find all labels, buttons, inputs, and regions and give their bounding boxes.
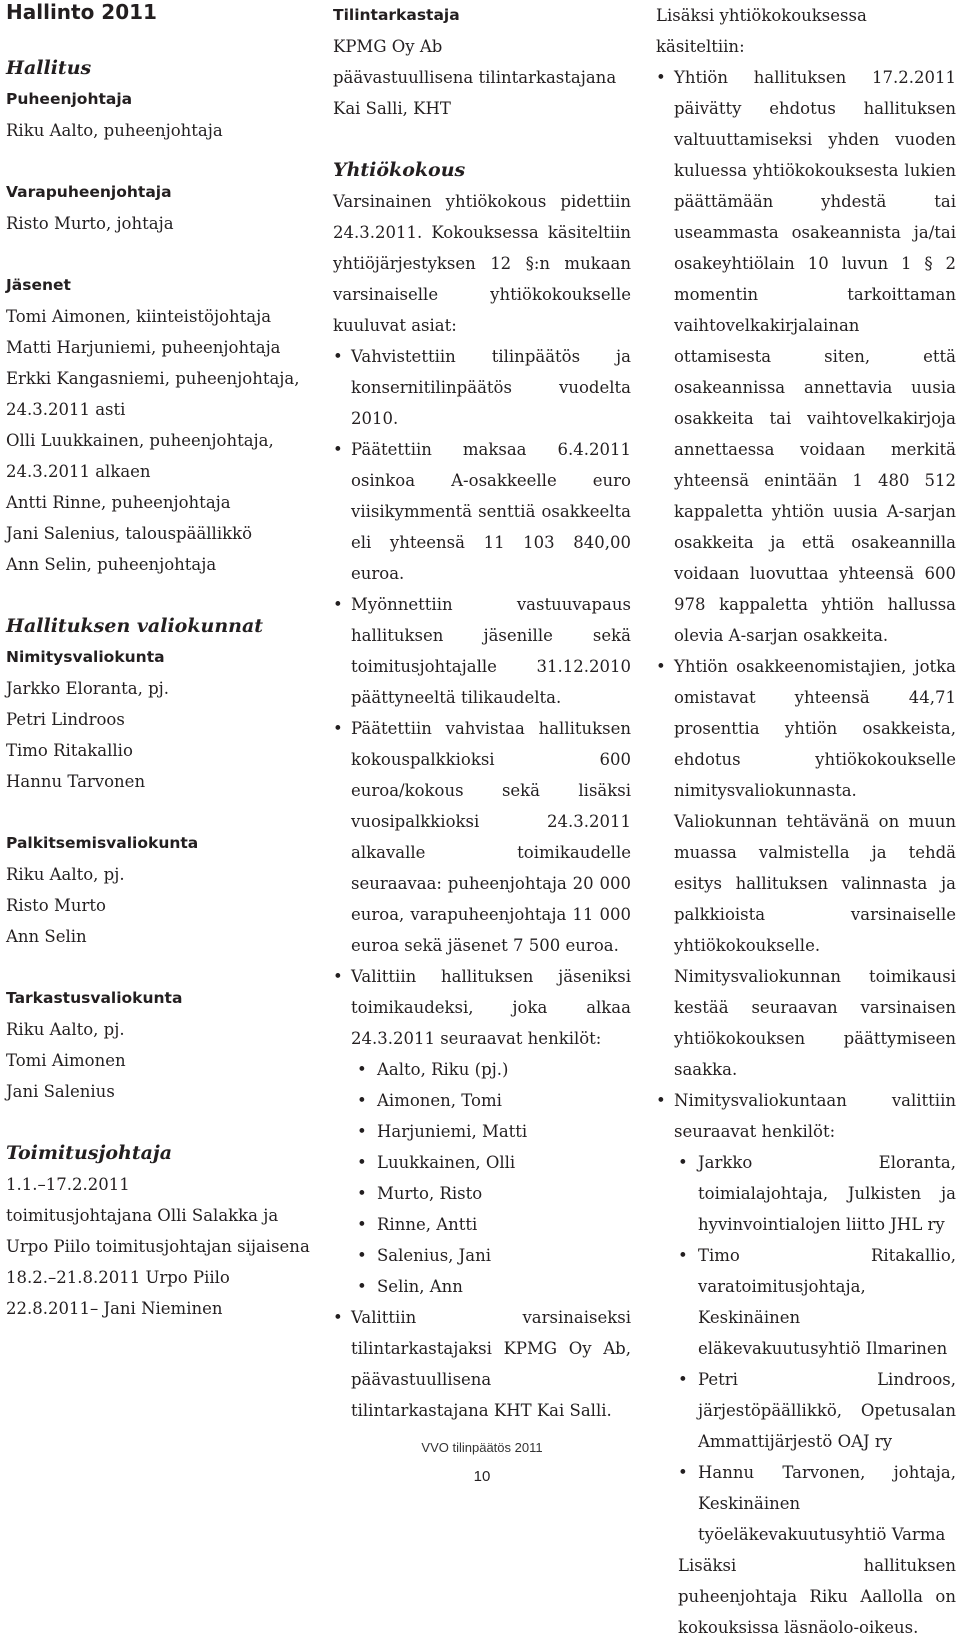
member-line: Olli Luukkainen, puheenjohtaja,: [6, 431, 274, 450]
member-line: Matti Harjuniemi, puheenjohtaja: [6, 338, 281, 357]
nomination-member: • Petri Lindroos, järjestöpäällikkö, Opetusalan Ammattijärjestö OAJ ry: [678, 1364, 956, 1457]
nimitysvaliokunta-heading: Nimitysvaliokunta: [6, 648, 165, 666]
col3-intro: Lisäksi yhtiökokouksessa käsiteltiin:: [656, 6, 867, 56]
list-item-text: Valittiin hallituksen jäseniksi toimikaudeksi, joka alkaa 24.3.2011 seuraavat henkilöt:: [351, 967, 631, 1048]
list-item: • Yhtiön osakkeenomistajien, jotka omistavat yhteensä 44,71 prosenttia yhtiön osakkeista, ehdotus yhtiökokoukselle nimitysvaliokunnasta. Valiokunnan tehtävänä on muun muassa valmistella ja tehdä esitys hallituksen valinnasta ja palkkioista varsinaiselle yhtiökokoukselle. Nimitysvaliokunnan toimikausi kestää seuraavan varsinaisen yhtiökokouksen päättymiseen saakka.: [656, 651, 956, 1085]
page-footer: VVO tilinpäätös 2011: [421, 1440, 543, 1455]
board-member: • Aimonen, Tomi: [357, 1085, 631, 1116]
ceo-line: Urpo Piilo toimitusjohtajan sijaisena: [6, 1237, 310, 1256]
right-column: [656, 0, 956, 1643]
committee-member: Tomi Aimonen: [6, 1051, 126, 1070]
left-column: [6, 0, 314, 1324]
committee-member: Risto Murto: [6, 896, 106, 915]
board-member: • Murto, Risto: [357, 1178, 631, 1209]
page-number: 10: [473, 1468, 491, 1485]
auditor-line: KPMG Oy Ab: [333, 37, 443, 56]
tarkastusvaliokunta-heading: Tarkastusvaliokunta: [6, 989, 183, 1007]
puheenjohtaja-heading: Puheenjohtaja: [6, 90, 133, 108]
list-item-text: Nimitysvaliokuntaan valittiin seuraavat henkilöt:: [674, 1091, 956, 1141]
tilintarkastaja-heading: Tilintarkastaja: [333, 6, 460, 24]
committee-member: Jarkko Eloranta, pj.: [6, 679, 170, 698]
board-member: • Aalto, Riku (pj.): [357, 1054, 631, 1085]
list-item: [656, 1085, 956, 1550]
puheenjohtaja-name: Riku Aalto, puheenjohtaja: [6, 121, 223, 140]
varapuheenjohtaja-name: Risto Murto, johtaja: [6, 214, 174, 233]
list-item: • Yhtiön hallituksen 17.2.2011 päivätty ehdotus hallituksen valtuuttamiseksi yhden vuoden kuluessa yhtiökokouksesta lukien päättämään yhdestä tai useammasta osakeannista ja/tai osakeyhtiölain 10 luvun 1 § 2 momentin tarkoittaman vaihtovelkakirjalainan ottamisesta siten, että osakeannissa annettavia uusia osakkeita tai vaihtovelkakirjoja annettaessa voidaan merkitä yhteensä enintään 1 480 512 kappaletta yhtiön uusia A-sarjan osakkeita ja että osakeannilla voidaan luovuttaa yhteensä 600 978 kappaletta yhtiön hallussa olevia A-sarjan osakkeita.: [656, 62, 956, 651]
yhtiokokous-heading: Yhtiökokous: [333, 159, 466, 181]
list-item: • Päätettiin maksaa 6.4.2011 osinkoa A-osakkeelle euro viisikymmentä senttiä osakkeelta eli yhteensä 11 103 840,00 euroa.: [333, 434, 631, 589]
board-member: • Salenius, Jani: [357, 1240, 631, 1271]
list-item: • Myönnettiin vastuuvapaus hallituksen jäsenille sekä toimitusjohtajalle 31.12.2010 päättyneeltä tilikaudelta.: [333, 589, 631, 713]
list-item: • Päätettiin vahvistaa hallituksen kokouspalkkioksi 600 euroa/kokous sekä lisäksi vuosipalkkioksi 24.3.2011 alkavalle toimikaudelle seuraavaa: puheenjohtaja 20 000 euroa, varapuheenjohtaja 11 000 euroa sekä jäsenet 7 500 euroa.: [333, 713, 631, 961]
committee-member: Timo Ritakallio: [6, 741, 133, 760]
ceo-line: 1.1.–17.2.2011: [6, 1175, 130, 1194]
board-member: • Rinne, Antti: [357, 1209, 631, 1240]
hallitus-heading: Hallitus: [6, 57, 92, 79]
list-item: [333, 961, 631, 1302]
board-member: • Luukkainen, Olli: [357, 1147, 631, 1178]
jasenet-heading: Jäsenet: [6, 276, 71, 294]
member-line: Jani Salenius, talouspäällikkö: [6, 524, 253, 543]
member-line: Antti Rinne, puheenjohtaja: [6, 493, 231, 512]
middle-column: [333, 0, 631, 1426]
agm-decisions-list: [333, 341, 631, 1426]
committee-member: Ann Selin: [6, 927, 87, 946]
board-members-list: [357, 1054, 631, 1302]
member-line: Ann Selin, puheenjohtaja: [6, 555, 217, 574]
list-item: • Vahvistettiin tilinpäätös ja konsernitilinpäätös vuodelta 2010.: [333, 341, 631, 434]
list-item: • Valittiin varsinaiseksi tilintarkastajaksi KPMG Oy Ab, päävastuullisena tilintarkastajana KHT Kai Salli.: [333, 1302, 631, 1426]
nomination-member: • Hannu Tarvonen, johtaja, Keskinäinen työeläkevakuutusyhtiö Varma: [678, 1457, 956, 1550]
committee-member: Hannu Tarvonen: [6, 772, 146, 791]
other-items-list: [656, 62, 956, 1550]
committee-member: Petri Lindroos: [6, 710, 125, 729]
member-line: Erkki Kangasniemi, puheenjohtaja,: [6, 369, 300, 388]
ceo-line: 18.2.–21.8.2011 Urpo Piilo: [6, 1268, 230, 1287]
nomination-member: • Jarkko Eloranta, toimialajohtaja, Julkisten ja hyvinvointialojen liitto JHL ry: [678, 1147, 956, 1240]
member-line: Tomi Aimonen, kiinteistöjohtaja: [6, 307, 272, 326]
valiokunnat-heading: Hallituksen valiokunnat: [6, 615, 264, 637]
agm-intro: Varsinainen yhtiökokous pidettiin 24.3.2011. Kokouksessa käsiteltiin yhtiöjärjestyksen 12 §:n mukaan varsinaiselle yhtiökokoukselle kuuluvat asiat:: [333, 192, 631, 335]
committee-member: Riku Aalto, pj.: [6, 1020, 125, 1039]
palkitsemisvaliokunta-heading: Palkitsemisvaliokunta: [6, 834, 199, 852]
nomination-member: • Timo Ritakallio, varatoimitusjohtaja, Keskinäinen eläkevakuutusyhtiö Ilmarinen: [678, 1240, 956, 1364]
col3-closing: Lisäksi hallituksen puheenjohtaja Riku Aallolla on kokouksissa läsnäolo-oikeus.: [678, 1556, 956, 1637]
varapuheenjohtaja-heading: Varapuheenjohtaja: [6, 183, 172, 201]
auditor-line: päävastuullisena tilintarkastajana: [333, 68, 617, 87]
board-member: • Harjuniemi, Matti: [357, 1116, 631, 1147]
board-member: • Selin, Ann: [357, 1271, 631, 1302]
ceo-line: 22.8.2011– Jani Nieminen: [6, 1299, 223, 1318]
member-line: 24.3.2011 asti: [6, 400, 126, 419]
nomination-members-list: [678, 1147, 956, 1550]
ceo-line: toimitusjohtajana Olli Salakka ja: [6, 1206, 279, 1225]
auditor-line: Kai Salli, KHT: [333, 99, 451, 118]
page-title: Hallinto 2011: [6, 0, 157, 24]
member-line: 24.3.2011 alkaen: [6, 462, 151, 481]
toimitusjohtaja-heading: Toimitusjohtaja: [6, 1142, 173, 1164]
committee-member: Jani Salenius: [6, 1082, 115, 1101]
committee-member: Riku Aalto, pj.: [6, 865, 125, 884]
